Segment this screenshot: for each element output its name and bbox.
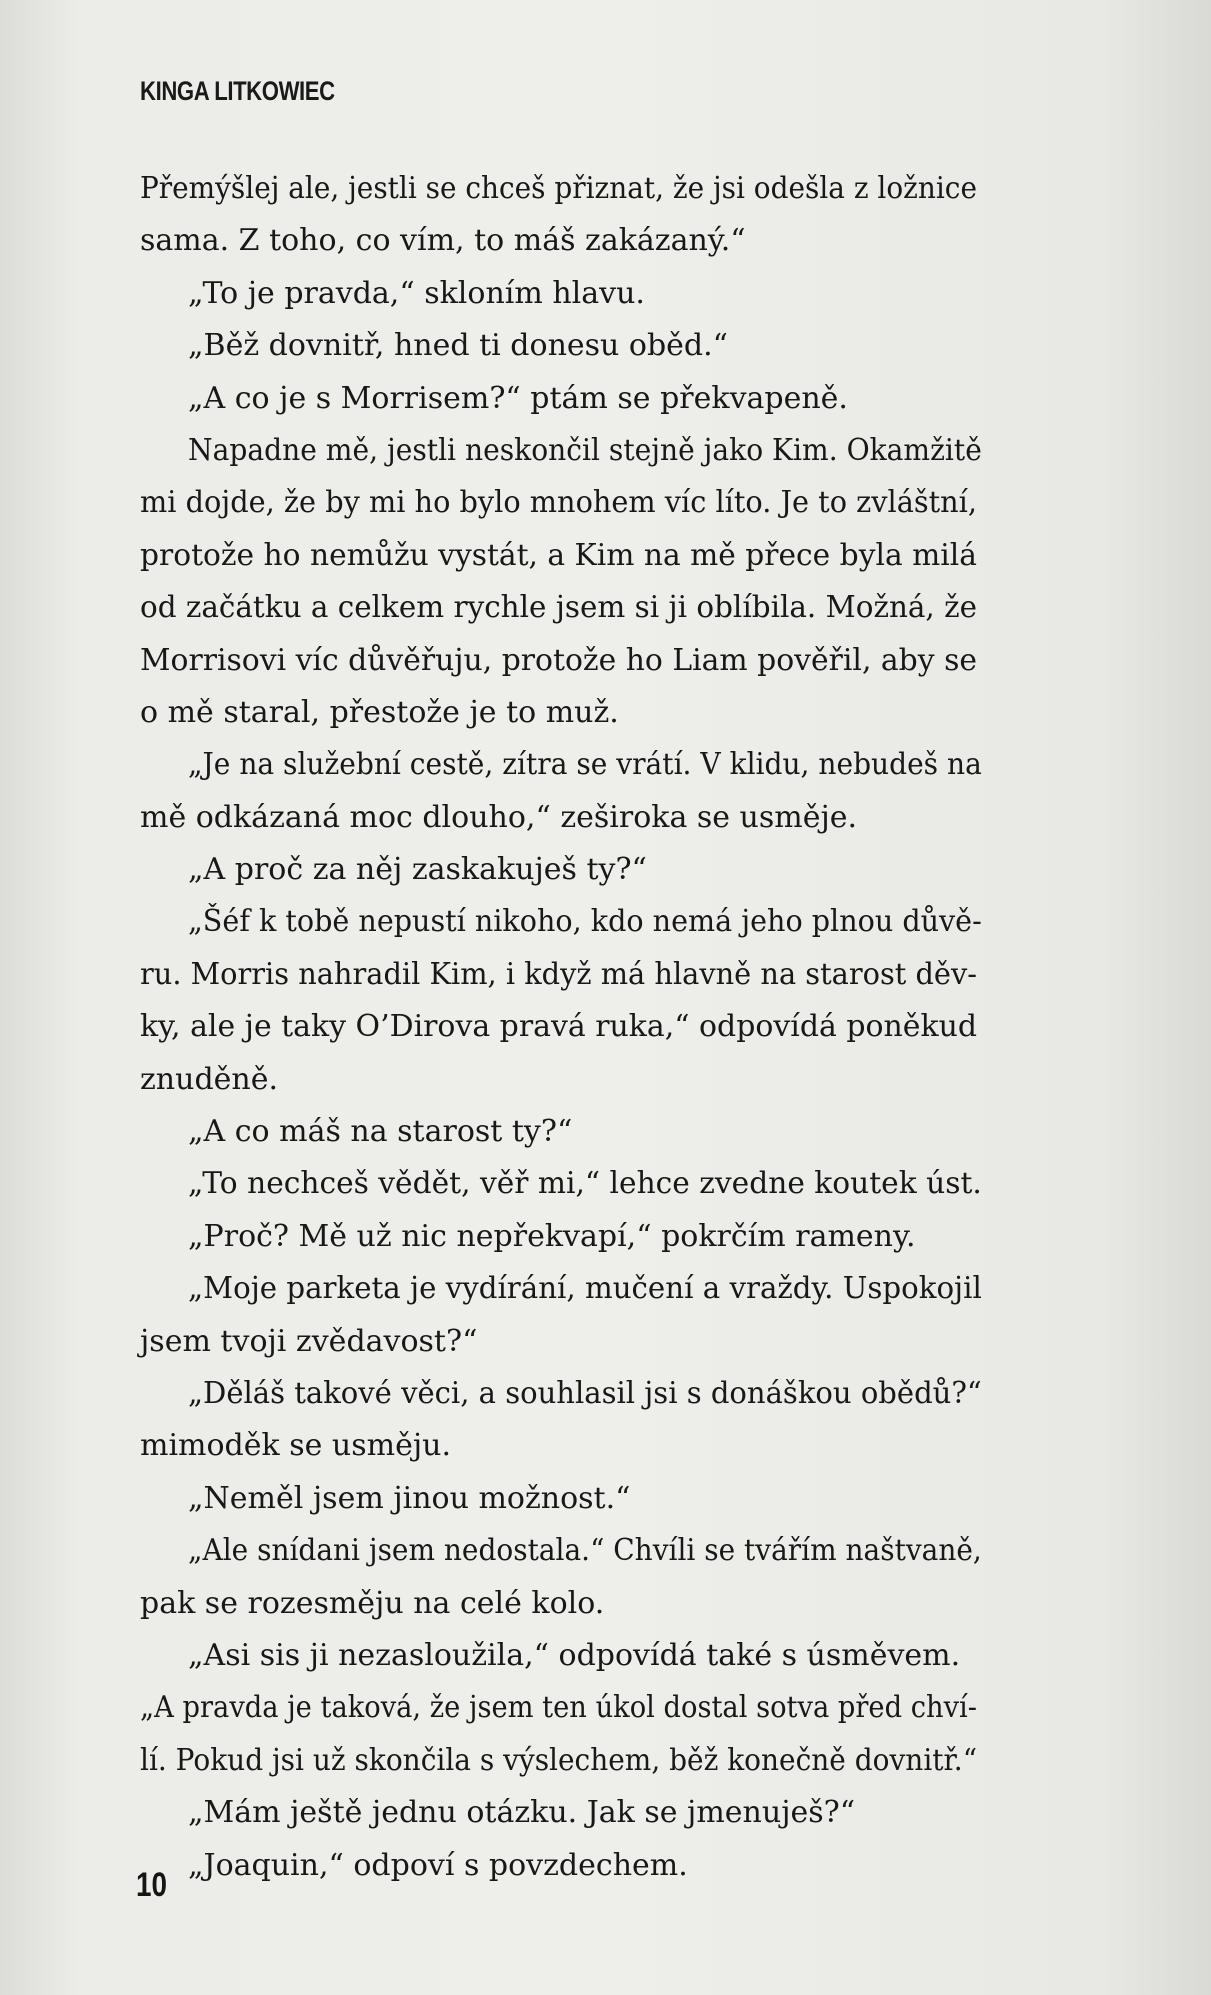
text-line: „Proč? Mě už nic nepřekvapí,“ pokrčím rameny. xyxy=(188,1218,916,1254)
text-line: „To nechceš vědět, věř mi,“ lehce zvedne koutek úst. xyxy=(188,1166,982,1202)
text-line: ru. Morris nahradil Kim, i když má hlavně na starost děv- xyxy=(140,956,977,992)
running-header-author: KINGA LITKOWIEC xyxy=(140,76,335,106)
text-line: protože ho nemůžu vystát, a Kim na mě přece byla milá xyxy=(140,537,977,573)
text-line: „To je pravda,“ skloním hlavu. xyxy=(188,275,645,311)
text-line: „Moje parketa je vydírání, mučení a vraždy. Uspokojil xyxy=(188,1271,982,1307)
text-line: o mě staral, přestože je to muž. xyxy=(140,694,619,730)
text-line: „A co máš na starost ty?“ xyxy=(188,1114,573,1150)
text-line: „Ale snídani jsem nedostala.“ Chvíli se tvářím naštvaně, xyxy=(188,1533,982,1569)
text-line: „Asi sis ji nezasloužila,“ odpovídá také s úsměvem. xyxy=(188,1637,961,1673)
text-line: od začátku a celkem rychle jsem si ji oblíbila. Možná, že xyxy=(140,590,978,626)
text-line: „Děláš takové věci, a souhlasil jsi s donáškou obědů?“ xyxy=(188,1375,982,1411)
text-line: sama. Z toho, co vím, to máš zakázaný.“ xyxy=(140,223,746,259)
text-line: Přemýšlej ale, jestli se chceš přiznat, že jsi odešla z ložnice xyxy=(140,171,977,206)
text-line: lí. Pokud jsi už skončila s výslechem, běž konečně dovnitř.“ xyxy=(140,1742,978,1778)
text-line: ky, ale je taky O’Dirova pravá ruka,“ odpovídá poněkud xyxy=(140,1009,977,1045)
text-line: „Joaquin,“ odpoví s povzdechem. xyxy=(188,1847,688,1883)
text-line: Morrisovi víc důvěřuju, protože ho Liam pověřil, aby se xyxy=(140,642,978,678)
text-line: mi dojde, že by mi ho bylo mnohem víc líto. Je to zvláštní, xyxy=(140,485,978,521)
text-line: „A pravda je taková, že jsem ten úkol dostal sotva před chví- xyxy=(140,1690,978,1726)
text-line: pak se rozesměju na celé kolo. xyxy=(140,1585,605,1621)
page-number: 10 xyxy=(136,1866,168,1904)
text-line: mě odkázaná moc dlouho,“ zeširoka se usměje. xyxy=(140,799,858,835)
text-line: „Neměl jsem jinou možnost.“ xyxy=(188,1480,631,1516)
text-line: jsem tvoji zvědavost?“ xyxy=(140,1323,478,1359)
text-line: „Běž dovnitř, hned ti donesu oběd.“ xyxy=(188,328,728,364)
text-line: „Šéf k tobě nepustí nikoho, kdo nemá jeho plnou důvě- xyxy=(188,904,982,940)
text-line: mimoděk se usměju. xyxy=(140,1428,451,1464)
text-line: „Je na služební cestě, zítra se vrátí. V klidu, nebudeš na xyxy=(188,747,982,783)
text-line: znuděně. xyxy=(140,1061,279,1097)
text-line: „A co je s Morrisem?“ ptám se překvapeně. xyxy=(188,380,848,416)
text-line: „Mám ještě jednu otázku. Jak se jmenuješ?“ xyxy=(188,1795,856,1831)
body-text xyxy=(140,163,1070,1892)
text-line: Napadne mě, jestli neskončil stejně jako Kim. Okamžitě xyxy=(188,432,982,468)
text-line: „A proč za něj zaskakuješ ty?“ xyxy=(188,852,647,888)
